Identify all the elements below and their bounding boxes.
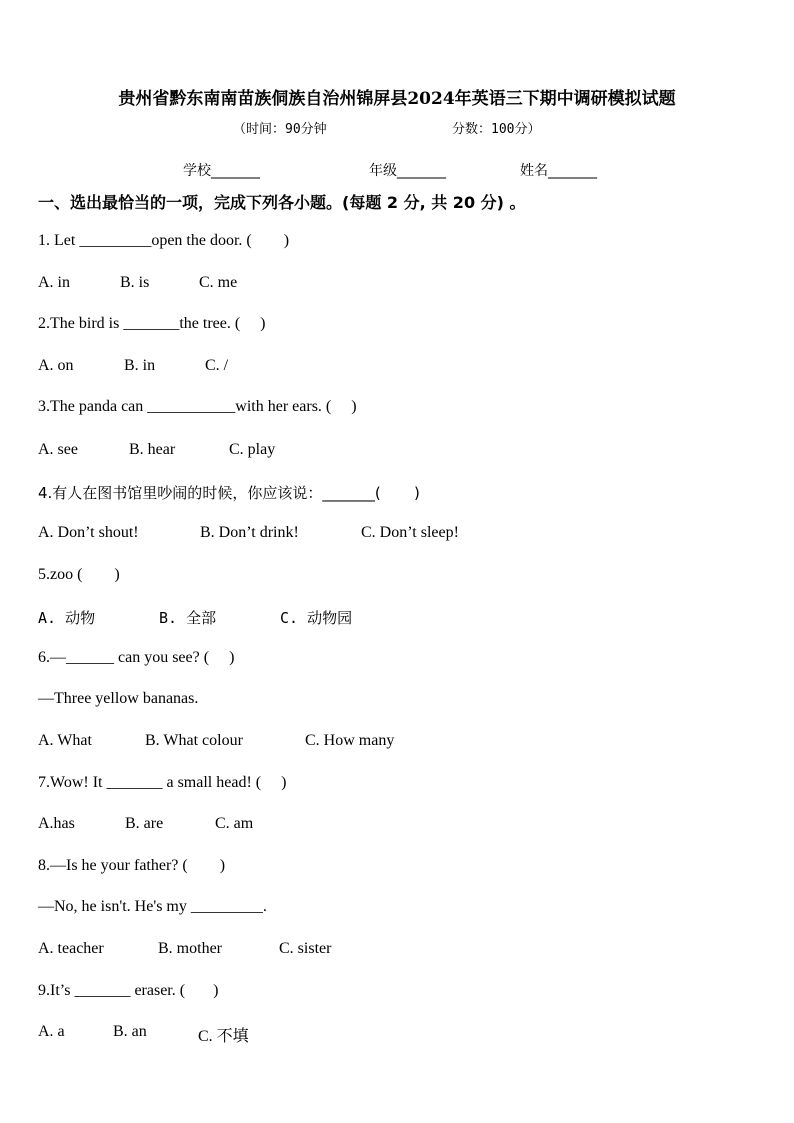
question-3-option-a: A. see (38, 441, 78, 458)
question-2-option-a: A. on (38, 357, 74, 374)
question-9-option-a: A. a (38, 1023, 65, 1040)
question-8-option-a: A. teacher (38, 940, 104, 957)
question-8-option-c: C. sister (279, 940, 332, 957)
question-2-option-b: B. in (124, 357, 156, 374)
question-5-option-b: B. 全部 (159, 609, 217, 627)
question-5-stem: 5.zoo ( ) (38, 566, 120, 583)
school-field: 学校_______ (183, 163, 260, 179)
exam-title: 贵州省黔东南南苗族侗族自治州锦屏县2024年英语三下期中调研模拟试题 (118, 89, 676, 109)
question-6-option-b: B. What colour (145, 732, 243, 749)
question-7-stem: 7.Wow! It _______ a small head! ( ) (38, 774, 287, 791)
question-3-option-c: C. play (229, 441, 276, 458)
question-9-stem: 9.It’s _______ eraser. ( ) (38, 982, 219, 999)
question-4-option-a: A. Don’t shout! (38, 524, 139, 541)
question-2-stem: 2.The bird is _______the tree. ( ) (38, 315, 266, 332)
question-7-option-b: B. are (125, 815, 164, 832)
question-3-option-b: B. hear (129, 441, 176, 458)
question-9-option-b: B. an (113, 1023, 147, 1040)
question-5-option-c: C. 动物园 (280, 609, 353, 627)
question-4-option-b: B. Don’t drink! (200, 524, 299, 541)
question-1-option-a: A. in (38, 274, 70, 291)
question-9-option-c: C. 不填 (198, 1028, 249, 1045)
question-4-stem: 4.有人在图书馆里吵闹的时候，你应该说：_______( ) (38, 484, 420, 502)
name-field: 姓名_______ (520, 163, 597, 179)
question-4-option-c: C. Don’t sleep! (361, 524, 459, 541)
question-6-option-c: C. How many (305, 732, 395, 749)
exam-score: 分数：100分） (452, 122, 541, 137)
question-8-stem: 8.—Is he your father? ( ) (38, 857, 226, 874)
question-1-option-b: B. is (120, 274, 150, 291)
question-5-option-a: A. 动物 (38, 609, 96, 627)
question-7-option-c: C. am (215, 815, 254, 832)
question-6-response: —Three yellow bananas. (38, 690, 199, 707)
question-6-stem: 6.—______ can you see? ( ) (38, 649, 235, 666)
question-1-option-c: C. me (199, 274, 238, 291)
grade-field: 年级_______ (369, 163, 446, 179)
question-1-stem: 1. Let _________open the door. ( ) (38, 232, 290, 249)
question-2-option-c: C. / (205, 357, 229, 374)
exam-time: （时间：90分钟 (233, 122, 327, 137)
question-8-response: —No, he isn't. He's my _________. (38, 898, 267, 915)
section-heading: 一、选出最恰当的一项，完成下列各小题。(每题 2 分, 共 20 分) 。 (38, 193, 526, 212)
question-8-option-b: B. mother (158, 940, 222, 957)
question-6-option-a: A. What (38, 732, 92, 749)
question-3-stem: 3.The panda can ___________with her ears. ( ) (38, 398, 357, 415)
question-7-option-a: A.has (38, 815, 75, 832)
